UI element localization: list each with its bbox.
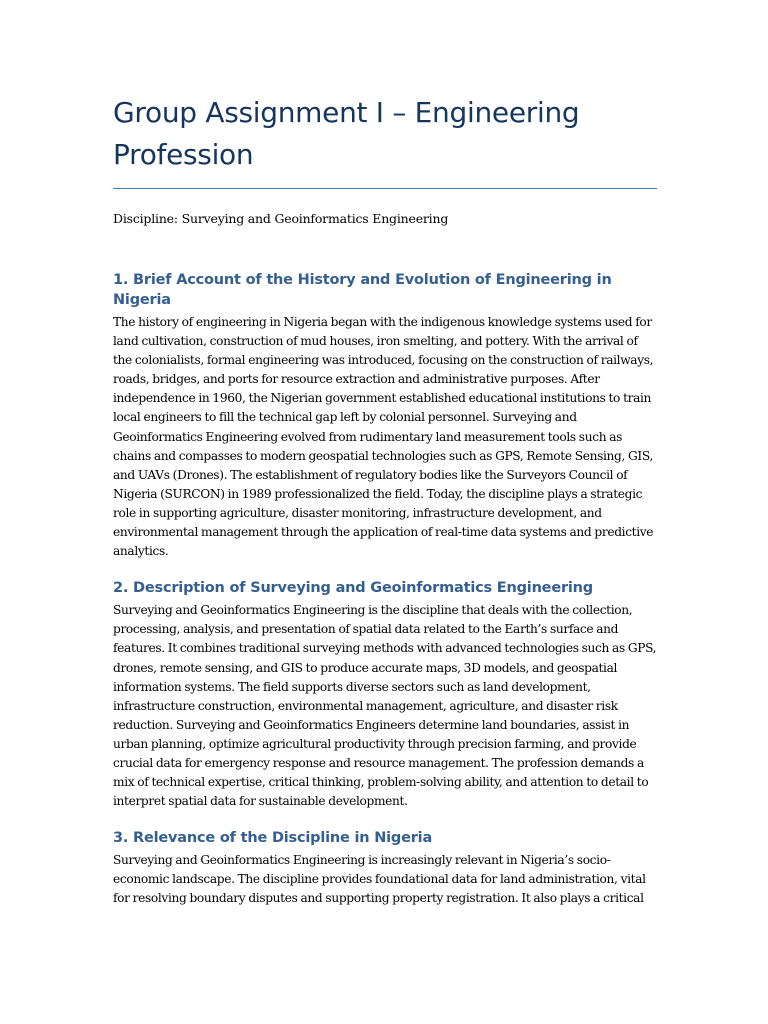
- document-page: [113, 92, 658, 909]
- document-title: Group Assignment I – Engineering Profession: [113, 96, 580, 171]
- section-heading-relevance: 3. Relevance of the Discipline in Nigeria: [113, 830, 433, 847]
- section-body-history: The history of engineering in Nigeria began with the indigenous knowledge systems used for land cultivation, construction of mud houses, iron smelting, and pottery. With the arrival of the colonialists, formal engineering was introduced, focusing on the construction of railways, roads, bridges, and ports for resource extraction and administrative purposes. After independence in 1960, the Nigerian government established educational institutions to train local engineers to fill the technical gap left by colonial personnel. Surveying and Geoinformatics Engineering evolved from rudimentary land measurement tools such as chains and compasses to modern geospatial technologies such as GPS, Remote Sensing, GIS, and UAVs (Drones). The establishment of regulatory bodies like the Surveyors Council of Nigeria (SURCON) in 1989 professionalized the field. Today, the discipline plays a strategic role in supporting agriculture, disaster monitoring, infrastructure development, and environmental management through the application of real-time data systems and predictive analytics.: [113, 315, 654, 559]
- section-heading-history: 1. Brief Account of the History and Evolution of Engineering in Nigeria: [113, 272, 612, 308]
- section-heading-description: 2. Description of Surveying and Geoinformatics Engineering: [113, 580, 593, 597]
- title-divider: [113, 188, 657, 189]
- discipline-line: Discipline: Surveying and Geoinformatics Engineering: [113, 211, 449, 226]
- section-body-relevance: Surveying and Geoinformatics Engineering is increasingly relevant in Nigeria’s socio-economic landscape. The discipline provides foundational data for land administration, vital for resolving boundary disputes and supporting property registration. It also plays a critical: [113, 853, 646, 906]
- section-body-description: Surveying and Geoinformatics Engineering is the discipline that deals with the collection, processing, analysis, and presentation of spatial data related to the Earth’s surface and features. It combines traditional surveying methods with advanced technologies such as GPS, drones, remote sensing, and GIS to produce accurate maps, 3D models, and geospatial information systems. The field supports diverse sectors such as land development, infrastructure construction, environmental management, agriculture, and disaster risk reduction. Surveying and Geoinformatics Engineers determine land boundaries, assist in urban planning, optimize agricultural productivity through precision farming, and provide crucial data for emergency response and resource management. The profession demands a mix of technical expertise, critical thinking, problem-solving ability, and attention to detail to interpret spatial data for sustainable development.: [113, 603, 657, 809]
